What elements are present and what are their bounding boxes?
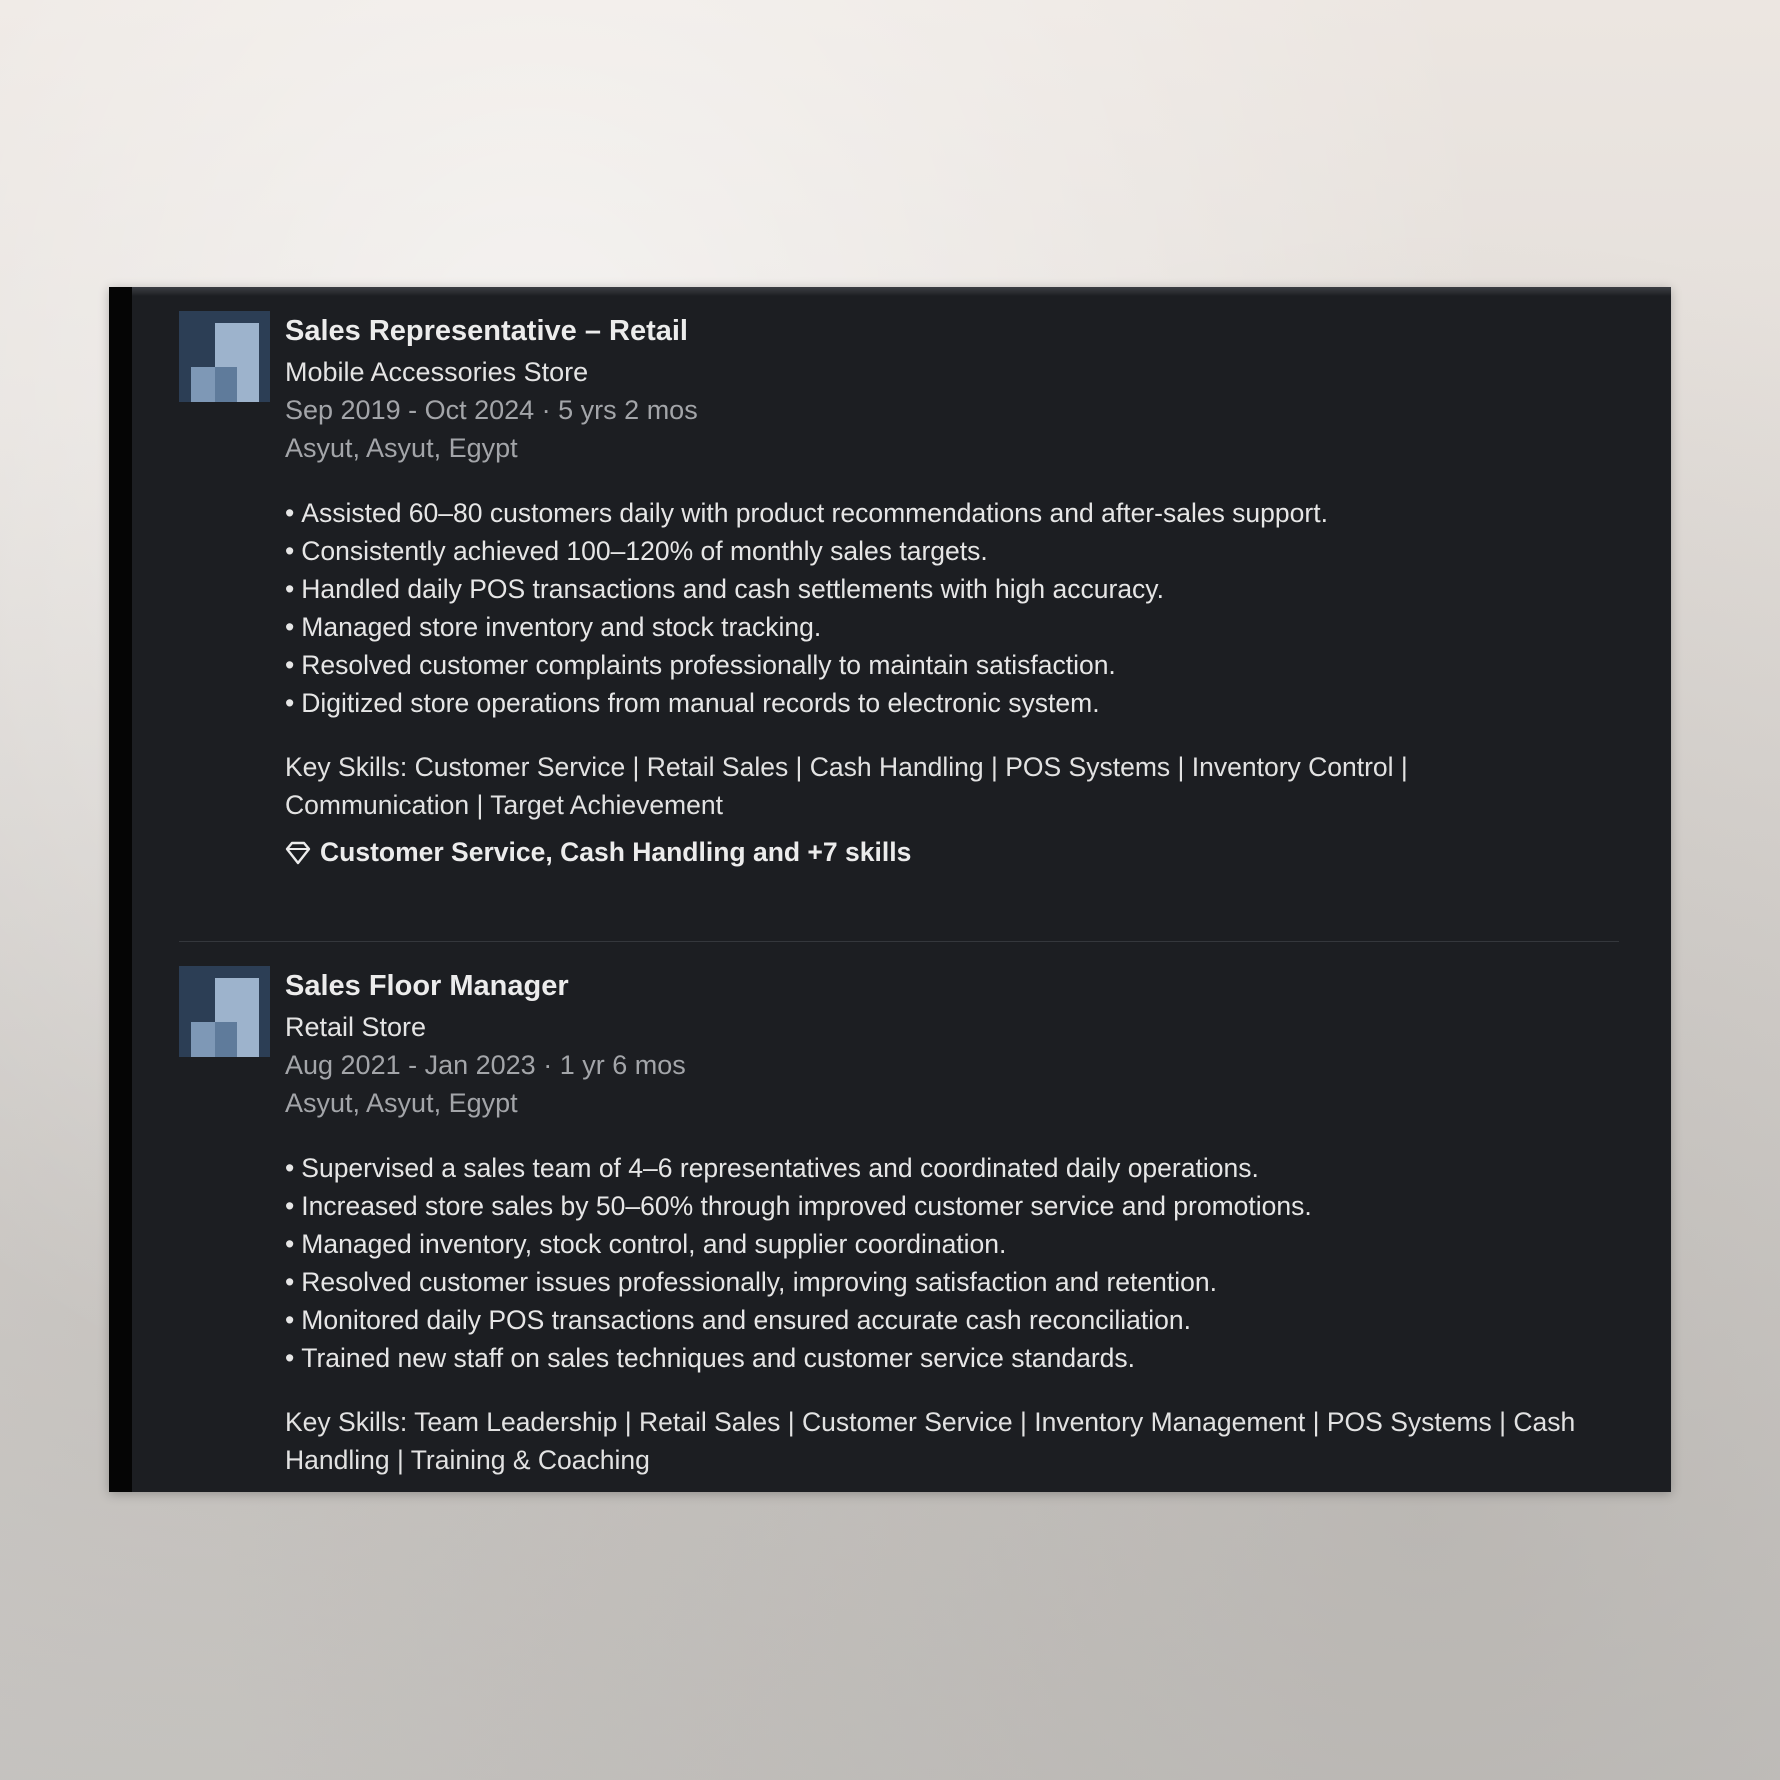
company-logo-icon[interactable] [179, 311, 270, 402]
key-skills-text: Key Skills: Customer Service | Retail Sales | Cash Handling | POS Systems | Inventory Control | Communication | Target Achievement [285, 752, 1408, 820]
skills-summary-label: Customer Service, Cash Handling and +7 skills [320, 837, 912, 867]
employment-dates: Sep 2019 - Oct 2024 · 5 yrs 2 mos [285, 395, 698, 425]
description-bullet: • Supervised a sales team of 4–6 representatives and coordinated daily operations. [285, 1149, 1312, 1187]
experience-panel [109, 287, 1671, 1492]
job-description-list [285, 494, 1328, 722]
description-bullet: • Resolved customer complaints professionally to maintain satisfaction. [285, 646, 1328, 684]
description-bullet: • Managed store inventory and stock tracking. [285, 608, 1328, 646]
employment-dates: Aug 2021 - Jan 2023 · 1 yr 6 mos [285, 1050, 686, 1080]
panel-top-border [109, 287, 1671, 296]
company-logo-icon[interactable] [179, 966, 270, 1057]
job-description-list [285, 1149, 1312, 1377]
description-bullet: • Assisted 60–80 customers daily with product recommendations and after-sales support. [285, 494, 1328, 532]
description-bullet: • Resolved customer issues professionally, improving satisfaction and retention. [285, 1263, 1312, 1301]
key-skills-text: Key Skills: Team Leadership | Retail Sales | Customer Service | Inventory Management | POS Systems | Cash Handling | Training & Coaching [285, 1407, 1576, 1475]
description-bullet: • Consistently achieved 100–120% of monthly sales targets. [285, 532, 1328, 570]
job-title[interactable]: Sales Floor Manager [285, 970, 569, 1002]
description-bullet: • Managed inventory, stock control, and supplier coordination. [285, 1225, 1312, 1263]
description-bullet: • Monitored daily POS transactions and ensured accurate cash reconciliation. [285, 1301, 1312, 1339]
job-title[interactable]: Sales Representative – Retail [285, 315, 688, 347]
company-name: Retail Store [285, 1012, 427, 1042]
description-bullet: • Handled daily POS transactions and cash settlements with high accuracy. [285, 570, 1328, 608]
entry-divider [179, 941, 1619, 942]
panel-left-edge [109, 287, 132, 1492]
description-bullet: • Increased store sales by 50–60% through improved customer service and promotions. [285, 1187, 1312, 1225]
job-location: Asyut, Asyut, Egypt [285, 1088, 518, 1118]
skills-summary-link[interactable] [285, 837, 911, 868]
diamond-icon [285, 841, 311, 865]
description-bullet: • Digitized store operations from manual records to electronic system. [285, 684, 1328, 722]
description-bullet: • Trained new staff on sales techniques and customer service standards. [285, 1339, 1312, 1377]
job-location: Asyut, Asyut, Egypt [285, 433, 518, 463]
company-name: Mobile Accessories Store [285, 357, 589, 387]
